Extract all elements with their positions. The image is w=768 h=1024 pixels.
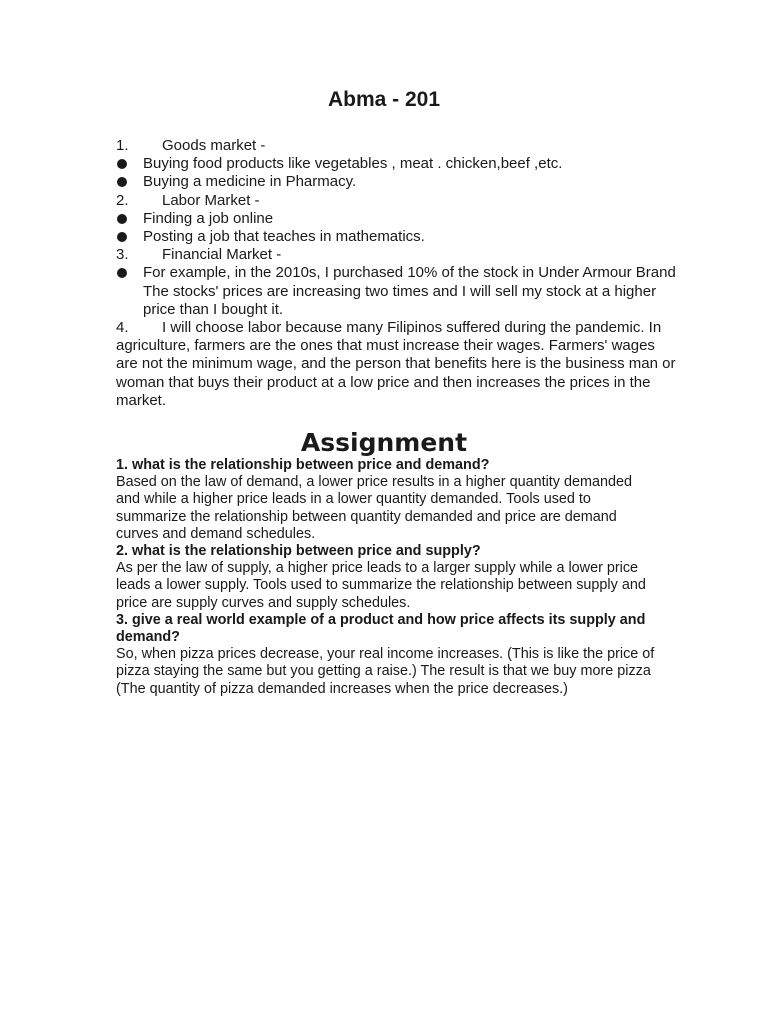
bullet-text: Finding a job online xyxy=(143,209,274,227)
bullet-item xyxy=(116,264,676,319)
item-number: 2. xyxy=(116,191,129,209)
bullet-item xyxy=(116,173,676,191)
question-2: 2. what is the relationship between price and supply? xyxy=(116,543,481,560)
document-title: Abma - 201 xyxy=(327,88,441,111)
answer-3: So, when pizza prices decrease, your real income increases. (This is like the price of pizza staying the same but you getting a raise.) The result is that we buy more pizza (The quantity of pizza demanded increases when the price decreases.) xyxy=(116,646,655,697)
item-number: 1. xyxy=(116,137,129,154)
bullet-icon xyxy=(116,228,143,246)
item-label: Financial Market - xyxy=(162,246,282,264)
list-item-answer-4 xyxy=(116,319,676,410)
item-label: Labor Market - xyxy=(162,191,260,209)
assignment-heading: Assignment xyxy=(300,428,468,457)
list-item-labor-market xyxy=(116,192,676,210)
bullet-icon xyxy=(116,264,143,319)
list-item-goods-market xyxy=(116,137,676,155)
item-number: 3. xyxy=(116,246,129,264)
question-3: 3. give a real world example of a product and how price affects its supply and demand? xyxy=(116,611,646,646)
paragraph-text: I will choose labor because many Filipinos suffered during the pandemic. In agriculture, farmers are the ones that must increase their wages. Farmers' wages are not the minimum wage, and the person that benefits here is the business man or woman that buys their product at a low price and then increases the prices in the market. xyxy=(116,319,676,409)
bullet-item xyxy=(116,228,676,246)
answer-1: Based on the law of demand, a lower price results in a higher quantity demanded and while a higher price leads in a lower quantity demanded. Tools used to summarize the relationship between quantity demanded and price are demand curves and demand schedules. xyxy=(116,474,632,542)
bullet-text: Posting a job that teaches in mathematics. xyxy=(143,228,425,246)
bullet-text: For example, in the 2010s, I purchased 10% of the stock in Under Armour Brand The stocks' prices are increasing two times and I will sell my stock at a higher price than I bought it. xyxy=(143,264,676,318)
list-item-financial-market xyxy=(116,246,676,264)
bullet-item xyxy=(116,155,676,173)
bullet-icon xyxy=(116,173,143,191)
question-1: 1. what is the relationship between price and demand? xyxy=(116,457,490,473)
market-examples-section xyxy=(116,137,676,410)
answer-2: As per the law of supply, a higher price leads to a larger supply while a lower price leads a lower supply. Tools used to summarize the relationship between supply and price are supply curves and supply schedules. xyxy=(116,560,646,611)
assignment-section xyxy=(116,457,656,698)
item-number: 4. xyxy=(116,319,129,337)
bullet-icon xyxy=(116,155,143,173)
bullet-text: Buying a medicine in Pharmacy. xyxy=(143,173,357,191)
bullet-icon xyxy=(116,210,143,228)
bullet-text: Buying food products like vegetables , meat . chicken,beef ,etc. xyxy=(143,155,563,173)
bullet-item xyxy=(116,210,676,228)
item-label: Goods market - xyxy=(162,137,266,154)
